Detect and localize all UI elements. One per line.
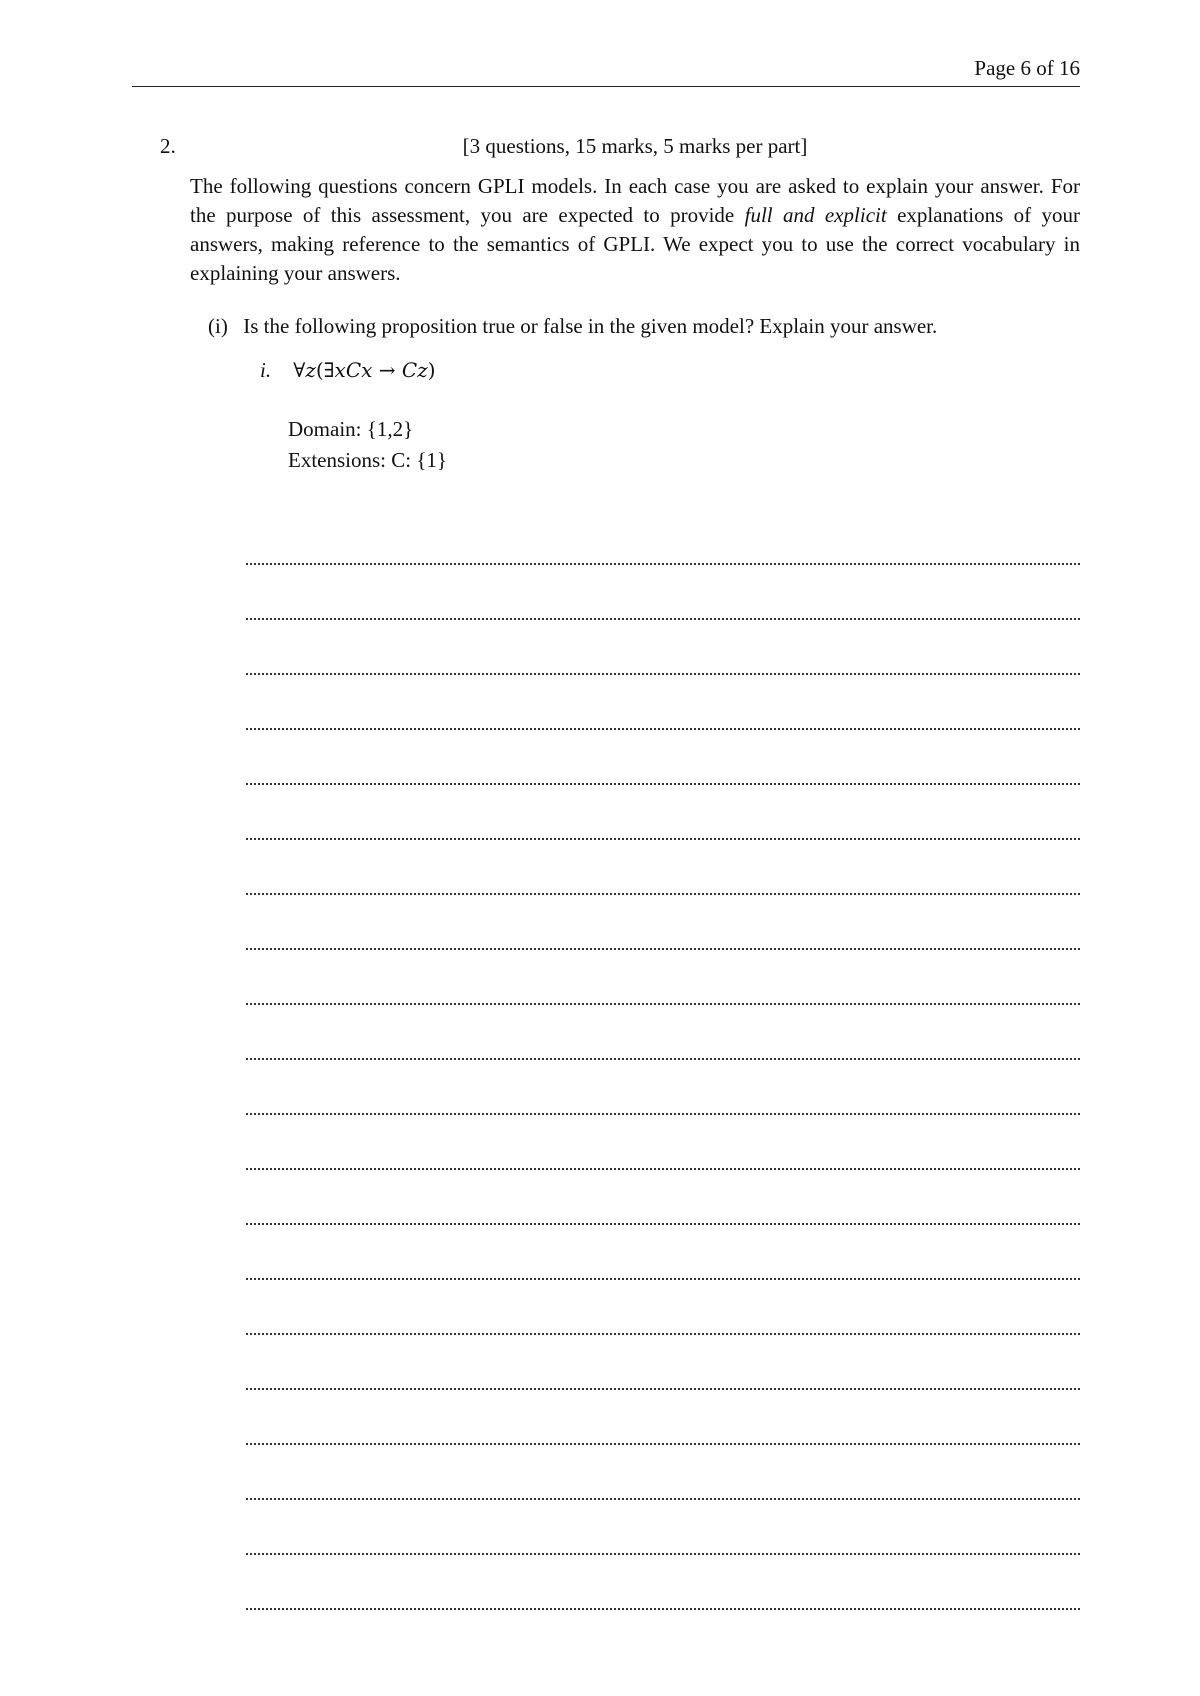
answer-line[interactable] <box>246 1005 1080 1060</box>
page-number: Page 6 of 16 <box>974 56 1080 80</box>
answer-line[interactable] <box>246 785 1080 840</box>
formula-forall: ∀ <box>293 358 306 382</box>
formula-pred-c: C <box>345 358 362 382</box>
question-intro <box>190 172 1080 288</box>
page-header <box>132 56 1080 87</box>
intro-text-2: explanations of your answers, making reference to the semantics of GPLI. We expect you to use the correct vocabulary in explaining your answers. <box>190 203 1080 285</box>
formula-var-x-2: x <box>361 358 373 382</box>
formula-exists: ∃ <box>323 358 335 382</box>
model-domain: Domain: {1,2} <box>288 417 414 441</box>
intro-emphasis: full and explicit <box>744 203 887 227</box>
formula-var-x: x <box>334 358 346 382</box>
answer-line[interactable] <box>246 1060 1080 1115</box>
answer-line[interactable] <box>246 1225 1080 1280</box>
answer-line[interactable] <box>246 1280 1080 1335</box>
model-specification <box>288 414 447 476</box>
answer-line[interactable] <box>246 1500 1080 1555</box>
part-label: (i) <box>208 314 228 338</box>
answer-line[interactable] <box>246 1390 1080 1445</box>
formula-var-z: z <box>305 358 316 382</box>
part-text: Is the following proposition true or false in the given model? Explain your answer. <box>243 314 938 338</box>
formula-pred-c-2: C <box>401 358 418 382</box>
formula-close-paren: ) <box>427 358 436 382</box>
subquestion-label: i. <box>260 358 272 382</box>
answer-line[interactable] <box>246 565 1080 620</box>
answer-line[interactable] <box>246 1445 1080 1500</box>
answer-line[interactable] <box>246 620 1080 675</box>
answer-line[interactable] <box>246 950 1080 1005</box>
intro-text-1: The following questions concern GPLI models. In each case you are asked to explain your answer. For the purpose of this assessment, you are expected to provide <box>190 174 1080 227</box>
answer-line[interactable] <box>246 1170 1080 1225</box>
answer-line[interactable] <box>246 895 1080 950</box>
formula-arrow: → <box>372 358 402 382</box>
answer-line[interactable] <box>246 840 1080 895</box>
part-i <box>208 314 937 339</box>
answer-line[interactable] <box>246 1555 1080 1610</box>
subquestion-i <box>260 358 436 383</box>
answer-area[interactable] <box>246 510 1080 1610</box>
answer-line[interactable] <box>246 1335 1080 1390</box>
formula <box>293 358 435 382</box>
answer-line[interactable] <box>246 510 1080 565</box>
question-marks: [3 questions, 15 marks, 5 marks per part] <box>462 134 808 158</box>
formula-var-z-2: z <box>417 358 428 382</box>
answer-line[interactable] <box>246 1115 1080 1170</box>
formula-open-paren: ( <box>315 358 324 382</box>
answer-line[interactable] <box>246 675 1080 730</box>
model-extensions: Extensions: C: {1} <box>288 448 447 472</box>
question-number: 2. <box>160 134 176 158</box>
answer-line[interactable] <box>246 730 1080 785</box>
